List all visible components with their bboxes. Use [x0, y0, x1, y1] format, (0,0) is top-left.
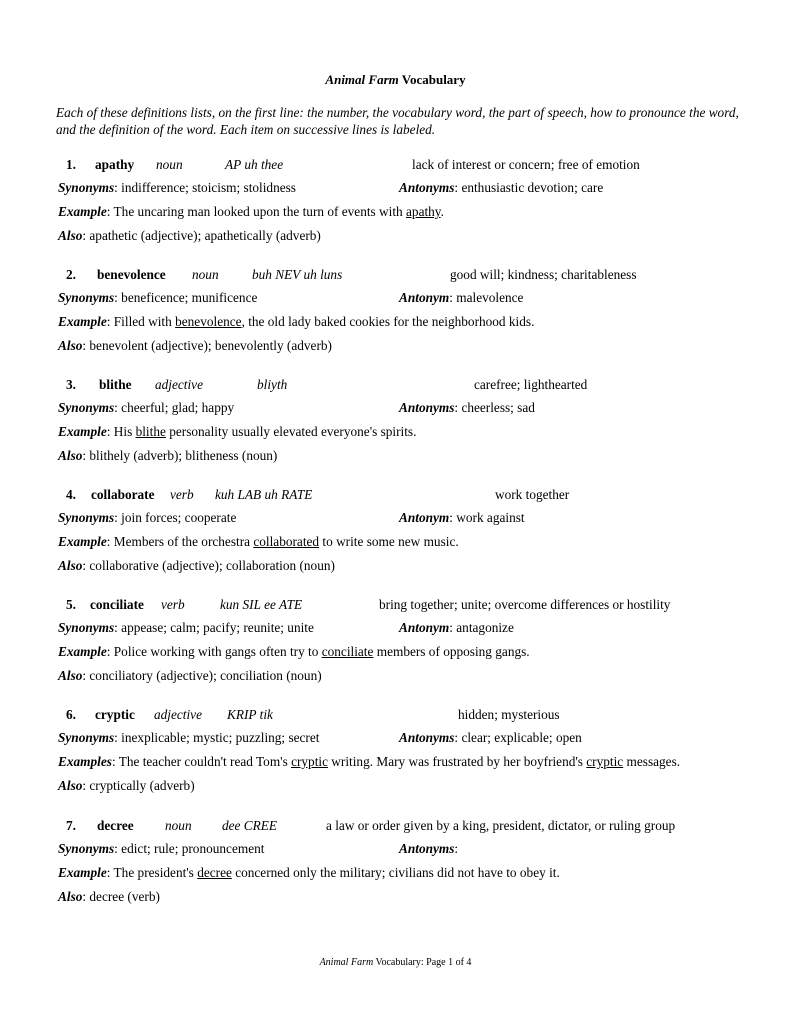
entry-also-row [58, 448, 277, 466]
entry-also-row [58, 778, 195, 796]
example-text-middle: writing. Mary was frustrated by her boyfriend's [327, 754, 587, 769]
footer-book-name: Animal Farm [319, 957, 374, 968]
entry-also-row [58, 338, 332, 356]
entry-part-of-speech: noun [192, 267, 219, 282]
entry-part-of-speech: adjective [154, 707, 202, 722]
example-vocab-word: collaborated [253, 534, 320, 549]
entry-word: cryptic [95, 707, 135, 722]
antonyms-label: Antonyms [399, 400, 455, 415]
example-text: : Police working with gangs often try to [106, 644, 322, 659]
also-label: Also [58, 778, 83, 793]
synonyms-text: : join forces; cooperate [114, 510, 237, 525]
entry-part-of-speech: noun [156, 157, 183, 172]
antonyms-group [399, 400, 535, 416]
entry-word: conciliate [90, 597, 144, 612]
entry-definition: hidden; mysterious [458, 707, 560, 722]
example-label: Example [58, 644, 107, 659]
entry-pronunciation: buh NEV uh luns [252, 267, 343, 282]
also-text: : benevolent (adjective); benevolently (adverb) [82, 338, 332, 353]
entry-definition: bring together; unite; overcome differences or hostility [379, 597, 671, 612]
entry-example-row [58, 754, 680, 772]
entry-definition: good will; kindness; charitableness [450, 267, 637, 282]
example-label: Examples [58, 754, 112, 769]
title-rest: Vocabulary [398, 72, 466, 87]
entry-headline [58, 597, 758, 615]
also-text: : collaborative (adjective); collaboration (noun) [82, 558, 335, 573]
entry-also-row [58, 889, 160, 907]
entry-part-of-speech: adjective [155, 377, 203, 392]
example-label: Example [58, 204, 107, 219]
antonyms-text: : clear; explicable; open [454, 730, 582, 745]
entry-word: benevolence [97, 267, 166, 282]
antonyms-text: : antagonize [449, 620, 514, 635]
example-vocab-word: cryptic [291, 754, 328, 769]
also-text: : blithely (adverb); blitheness (noun) [82, 448, 278, 463]
entry-part-of-speech: verb [161, 597, 185, 612]
also-text: : decree (verb) [82, 889, 160, 904]
antonyms-label: Antonyms [399, 841, 455, 856]
example-text: : The teacher couldn't read Tom's [111, 754, 292, 769]
antonyms-label: Antonym [399, 510, 450, 525]
entry-definition: lack of interest or concern; free of emotion [412, 157, 640, 172]
entry-number: 2. [66, 267, 76, 282]
example-text-end: concerned only the military; civilians did not have to obey it. [231, 865, 560, 880]
entry-example-row [58, 204, 444, 222]
entry-part-of-speech: verb [170, 487, 194, 502]
synonyms-label: Synonyms [58, 841, 115, 856]
page-footer [0, 957, 791, 968]
entry-pronunciation: dee CREE [222, 818, 278, 833]
entry-definition: work together [495, 487, 570, 502]
entry-pronunciation: AP uh thee [225, 157, 284, 172]
entry-definition: a law or order given by a king, president, dictator, or ruling group [326, 818, 676, 833]
entry-word: collaborate [91, 487, 155, 502]
also-text: : conciliatory (adjective); conciliation (noun) [82, 668, 322, 683]
synonyms-label: Synonyms [58, 730, 115, 745]
entry-pronunciation: kuh LAB uh RATE [215, 487, 313, 502]
antonyms-group [399, 620, 514, 636]
example-text-end: , the old lady baked cookies for the neighborhood kids. [241, 314, 535, 329]
also-text: : apathetic (adjective); apathetically (adverb) [82, 228, 321, 243]
synonyms-label: Synonyms [58, 400, 115, 415]
entry-also-row [58, 228, 321, 246]
example-vocab-word: decree [197, 865, 232, 880]
synonyms-text: : indifference; stoicism; stolidness [114, 180, 296, 195]
also-text: : cryptically (adverb) [82, 778, 195, 793]
entry-definition: carefree; lighthearted [474, 377, 588, 392]
example-text: : The president's [106, 865, 198, 880]
synonyms-text: : edict; rule; pronouncement [114, 841, 265, 856]
entry-headline [58, 818, 758, 836]
intro-paragraph: Each of these definitions lists, on the first line: the number, the vocabulary word, the part of speech, how to pronounce the word, and the definition of the word. Each item on successive lines is labeled. [56, 105, 739, 137]
example-text-end: messages. [623, 754, 681, 769]
example-vocab-word: benevolence [175, 314, 242, 329]
entry-example-row [58, 314, 534, 332]
also-label: Also [58, 889, 83, 904]
entry-number: 5. [66, 597, 76, 612]
antonyms-group [399, 290, 523, 306]
antonyms-group [399, 841, 458, 857]
example-label: Example [58, 865, 107, 880]
example-text: : Members of the orchestra [106, 534, 254, 549]
antonyms-text: : malevolence [449, 290, 524, 305]
entry-pronunciation: kun SIL ee ATE [220, 597, 303, 612]
synonyms-text: : beneficence; munificence [114, 290, 258, 305]
antonyms-group [399, 180, 603, 196]
example-label: Example [58, 534, 107, 549]
example-text: : The uncaring man looked upon the turn of events with [106, 204, 407, 219]
antonyms-label: Antonym [399, 620, 450, 635]
example-text-end: personality usually elevated everyone's spirits. [165, 424, 417, 439]
synonyms-label: Synonyms [58, 620, 115, 635]
antonyms-group [399, 510, 525, 526]
entry-headline [58, 377, 758, 395]
example-text: : Filled with [106, 314, 176, 329]
synonyms-text: : inexplicable; mystic; puzzling; secret [114, 730, 320, 745]
entry-synonyms-row [58, 400, 758, 418]
example-vocab-word: apathy [406, 204, 441, 219]
antonyms-text: : enthusiastic devotion; care [454, 180, 604, 195]
antonyms-label: Antonyms [399, 730, 455, 745]
entry-number: 3. [66, 377, 76, 392]
synonyms-text: : appease; calm; pacify; reunite; unite [114, 620, 314, 635]
synonyms-text: : cheerful; glad; happy [114, 400, 235, 415]
entry-synonyms-row [58, 730, 758, 748]
entry-number: 1. [66, 157, 76, 172]
entry-part-of-speech: noun [165, 818, 192, 833]
also-label: Also [58, 558, 83, 573]
example-text-end: to write some new music. [319, 534, 459, 549]
entry-synonyms-row [58, 841, 758, 859]
example-text-end: members of opposing gangs. [373, 644, 530, 659]
entry-pronunciation: KRIP tik [227, 707, 273, 722]
also-label: Also [58, 338, 83, 353]
synonyms-label: Synonyms [58, 180, 115, 195]
synonyms-label: Synonyms [58, 290, 115, 305]
antonyms-label: Antonyms [399, 180, 455, 195]
entry-number: 4. [66, 487, 76, 502]
example-label: Example [58, 314, 107, 329]
entry-word: blithe [99, 377, 132, 392]
entry-synonyms-row [58, 180, 758, 198]
entry-headline [58, 267, 758, 285]
example-text: : His [106, 424, 136, 439]
entry-headline [58, 487, 758, 505]
example-vocab-word: conciliate [321, 644, 374, 659]
also-label: Also [58, 448, 83, 463]
entry-headline [58, 707, 758, 725]
antonyms-text: : [454, 841, 459, 856]
antonyms-text: : work against [449, 510, 525, 525]
footer-page-number: Vocabulary: Page 1 of 4 [373, 957, 472, 968]
entry-number: 7. [66, 818, 76, 833]
entry-synonyms-row [58, 620, 758, 638]
entry-word: apathy [95, 157, 135, 172]
example-label: Example [58, 424, 107, 439]
entry-pronunciation: bliyth [257, 377, 288, 392]
example-vocab-word: blithe [135, 424, 166, 439]
antonyms-label: Antonym [399, 290, 450, 305]
entry-synonyms-row [58, 290, 758, 308]
entry-example-row [58, 865, 560, 883]
entry-word: decree [97, 818, 134, 833]
page-title [0, 72, 791, 88]
entry-example-row [58, 534, 459, 552]
entry-also-row [58, 558, 335, 576]
title-book-name: Animal Farm [325, 72, 399, 87]
entry-example-row [58, 424, 416, 442]
example-text-end: . [440, 204, 444, 219]
entry-synonyms-row [58, 510, 758, 528]
entry-number: 6. [66, 707, 76, 722]
also-label: Also [58, 668, 83, 683]
synonyms-label: Synonyms [58, 510, 115, 525]
entry-example-row [58, 644, 530, 662]
example-vocab-word-2: cryptic [586, 754, 624, 769]
antonyms-group [399, 730, 582, 746]
also-label: Also [58, 228, 83, 243]
antonyms-text: : cheerless; sad [454, 400, 535, 415]
entry-headline [58, 157, 758, 175]
entry-also-row [58, 668, 322, 686]
